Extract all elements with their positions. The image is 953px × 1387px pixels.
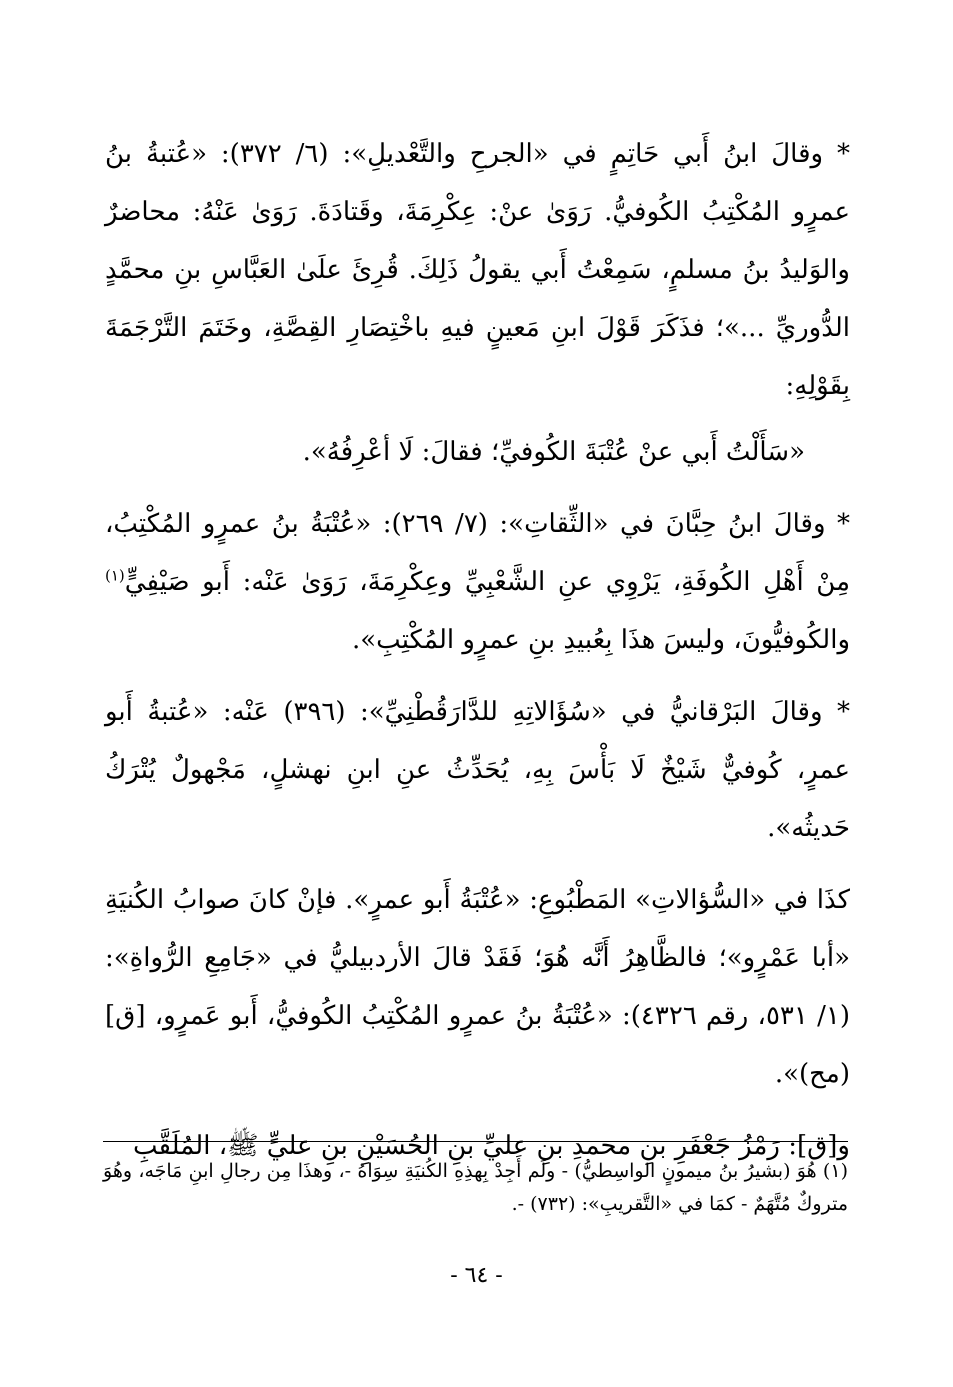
main-text: [105, 125, 850, 1175]
paragraph-ibn-hibban-text-start: * وقالَ ابنُ حِبَّانَ في «الثِّقاتِ»: (٧/ ٢٦٩): «عُتْبَةُ بنُ عمرٍو المُكْتِبُ، مِنْ أَهْلِ الكُوفَةِ، يَرْوِي عنِ الشَّعْبِيِّ وعِكْرِمَةَ، رَوَىٰ عَنْه: أَبو صَيْفِيٍّ: [105, 509, 850, 597]
footnote-divider: [103, 1141, 848, 1142]
paragraph-ibn-hibban: [105, 495, 850, 669]
paragraph-barqani: * وقالَ البَرْقانيُّ في «سُؤَالاتِهِ للدَّارَقُطْنِيِّ»: (٣٩٦) عَنْه: «عُتبةُ أَبو عمرٍ، كُوفيٌّ شَيْخٌ لَا بَأْسَ بِهِ، يُحَدِّثُ عنِ ابنِ نهشلٍ، مَجْهولٌ يُتْرَكُ حَديثُه».: [105, 697, 850, 843]
paragraph-ibn-abi-hatim: * وقالَ ابنُ أَبي حَاتِمٍ في «الجرحِ والتَّعْديلِ»: (٦/ ٣٧٢): «عُتبةُ بنُ عمرٍو المُكْتِبُ الكُوفيُّ. رَوَىٰ عنْ: عِكْرِمَةَ، وقَتادَةَ. رَوَىٰ عَنْهُ: محاضرٌ والوَليدُ بنُ مسلمٍ، سَمِعْتُ أَبي يقولُ ذَلِكَ. قُرِئَ علَىٰ العَبَّاسِ بنِ محمَّدٍ الدُّوريِّ ...»؛ فذَكَرَ قَوْلَ ابنِ مَعينٍ فيهِ باخْتِصَارِ القِصَّةِ، وخَتَمَ التَّرْجَمَةَ بِقَوْلِهِ:: [105, 139, 850, 401]
footnote: (١) هُوَ (بشيرُ بنُ ميمونٍ الواسِطيُّ) - ولَم أَجِدْ بِهذِهِ الكُنيَةِ سِوَاهُ -، وهذَا مِن رجالِ ابنِ مَاجَه، وهُوَ متروكٌ مُتَّهَمٌ - كمَا في «التَّقريبِ»: (٧٣٢) -.: [103, 1160, 848, 1215]
footnote-reference[interactable]: (١): [105, 566, 125, 585]
paragraph-ibn-hibban-text-end: والكُوفيُّونَ، وليسَ هذَا بِعُبيدِ بنِ عمرٍو المُكْتِبِ».: [352, 625, 850, 655]
quotation-abi-hatim: «سَأَلْتُ أَبي عنْ عُتْبَةَ الكُوفيِّ؛ فقالَ: لَا أعْرِفُهُ».: [302, 437, 805, 467]
page-number: - ٦٤ -: [450, 1263, 503, 1288]
paragraph-kadha-fi-suallat: كذَا في «السُّؤالاتِ» المَطْبُوعِ: «عُتْبَةُ أَبو عمرٍ». فإنْ كانَ صوابُ الكُنيَةِ «أبا عَمْرٍو»؛ فالظَّاهِرُ أَنَّه هُوَ؛ فَقَدْ قالَ الأردبيليُّ في «جَامِعِ الرُّواةِ»: (١/ ٥٣١، رقم ٤٣٢٦): «عُتْبَةُ بنُ عمرٍو المُكْتِبُ الكُوفيُّ، أَبو عَمرٍو، [ق] (مح)».: [105, 885, 850, 1089]
paragraph-ramz-qaf: و[ق]: رَمْزُ جَعْفَرِ بنِ محمدِ بنِ عليِّ بنِ الحُسَيْنِ بنِ عليٍّ ﷺ، المُلَقَّبِ: [132, 1131, 850, 1161]
